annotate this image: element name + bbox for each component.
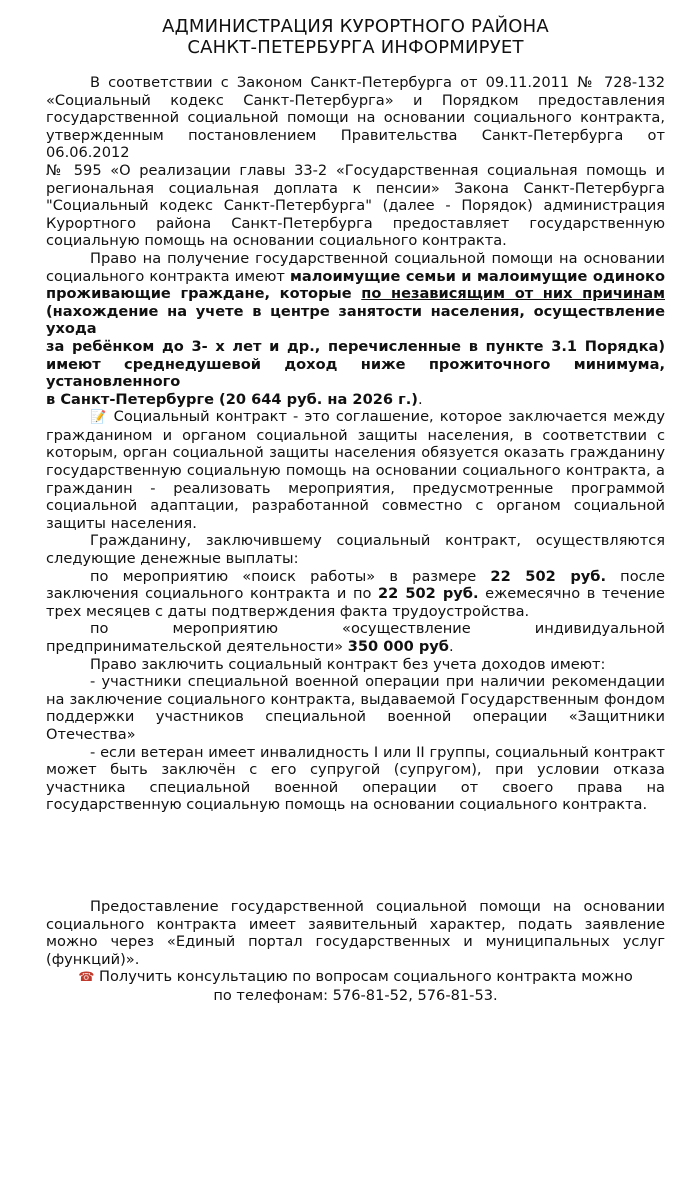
no-income-item-1: - участники специальной военной операции при наличии рекомендации на заключение социального контракта, выдаваемой Государственным фондом поддержки участников специальной военной операции «Защитники Отечества» bbox=[46, 673, 665, 743]
eligibility-underlined: по независящим от них причинам bbox=[361, 285, 666, 303]
spacer bbox=[46, 814, 665, 898]
eligibility-bold-4: в Санкт-Петербурге (20 644 руб. на 2026 г.) bbox=[46, 390, 418, 408]
payment-business bbox=[46, 620, 665, 655]
payment-job-mid: после заключения социального контракта и по bbox=[46, 567, 665, 603]
eligibility-income-line bbox=[46, 391, 665, 409]
eligibility-bold-3: за ребёнком до 3- х лет и др., перечисленные в пункте 3.1 Порядка) имеют среднедушевой доход ниже прожиточного минимума, установленного bbox=[46, 337, 665, 391]
page-title bbox=[46, 16, 665, 58]
eligibility-bold-2: (нахождение на учете в центре занятости населения, осуществление ухода bbox=[46, 302, 665, 338]
telephone-icon: ☎ bbox=[78, 970, 95, 986]
eligibility-lead: Право на получение государственной социальной помощи на основании социального контракта имеют bbox=[46, 249, 665, 285]
eligibility-paragraph bbox=[46, 250, 665, 338]
contract-definition-text: Социальный контракт - это соглашение, которое заключается между гражданином и органом социальной защиты населения, в соответствии с которым, орган социальной защиты населения обязуется оказать гражданину государственную социальную помощь на основании социального контракта, а гражданин - реализовать мероприятия, предусмотренные программой социальной адаптации, разработанной совместно с органом социальной защиты населения. bbox=[46, 408, 666, 532]
application-paragraph: Предоставление государственной социальной помощи на основании социального контракта имеет заявительный характер, подать заявление можно через «Единый портал государственных и муниципальных услуг (функций)». bbox=[46, 897, 665, 968]
no-income-item-2: - если ветеран имеет инвалидность I или II группы, социальный контракт может быть заключён с его супругой (супругом), при условии отказа участника специальной военной операции от своего права на государственную социальную помощь на основании социального контракта. bbox=[46, 743, 665, 814]
payment-business-amount: 350 000 руб bbox=[347, 638, 449, 655]
intro-paragraph-continued: № 595 «О реализации главы 33-2 «Государственная социальная помощь и региональная социальная доплата к пенсии» Закона Санкт-Петербурга "Социальный кодекс Санкт-Петербурга" (далее - Порядок) администрация Курортного района Санкт-Петербурга предоставляет государственную социальную помощь на основании социального контракта. bbox=[46, 161, 665, 250]
payment-business-tail: . bbox=[449, 638, 454, 655]
payment-job-amount-1: 22 502 руб. bbox=[490, 567, 607, 585]
phone-numbers: по телефонам: 576-81-52, 576-81-53. bbox=[213, 986, 498, 1004]
payment-job-lead: по мероприятию «поиск работы» в размере bbox=[90, 567, 491, 585]
payments-intro: Гражданину, заключившему социальный контракт, осуществляются следующие денежные выплаты: bbox=[46, 532, 665, 568]
title-line-1: АДМИНИСТРАЦИЯ КУРОРТНОГО РАЙОНА bbox=[162, 16, 549, 37]
payment-job-amount-2: 22 502 руб. bbox=[378, 585, 479, 603]
payment-business-lead: по мероприятию «осуществление индивидуальной предпринимательской деятельности» bbox=[46, 620, 665, 655]
memo-icon: 📝 bbox=[90, 410, 108, 426]
title-line-2: САНКТ-ПЕТЕРБУРГА ИНФОРМИРУЕТ bbox=[187, 37, 524, 58]
payment-job-tail: ежемесячно в течение трех месяцев с даты подтверждения факта трудоустройства. bbox=[46, 585, 665, 620]
eligibility-tail: . bbox=[417, 390, 423, 408]
consultation-text: Получить консультацию по вопросам социального контракта можно bbox=[94, 968, 633, 986]
consultation-line bbox=[46, 968, 665, 987]
intro-paragraph: В соответствии с Законом Санкт-Петербурга от 09.11.2011 № 728-132 «Социальный кодекс Санкт-Петербурга» и Порядком предоставления государственной социальной помощи на основании социального контракта, утвержденным постановлением Правительства Санкт-Петербурга от 06.06.2012 bbox=[46, 74, 665, 162]
document-page bbox=[46, 16, 665, 1005]
eligibility-bold-1: малоимущие семьи и малоимущие одиноко проживающие граждане, которые bbox=[46, 267, 665, 303]
payment-job-search bbox=[46, 568, 665, 621]
contract-definition bbox=[46, 408, 665, 532]
no-income-intro: Право заключить социальный контракт без учета доходов имеют: bbox=[90, 655, 606, 673]
